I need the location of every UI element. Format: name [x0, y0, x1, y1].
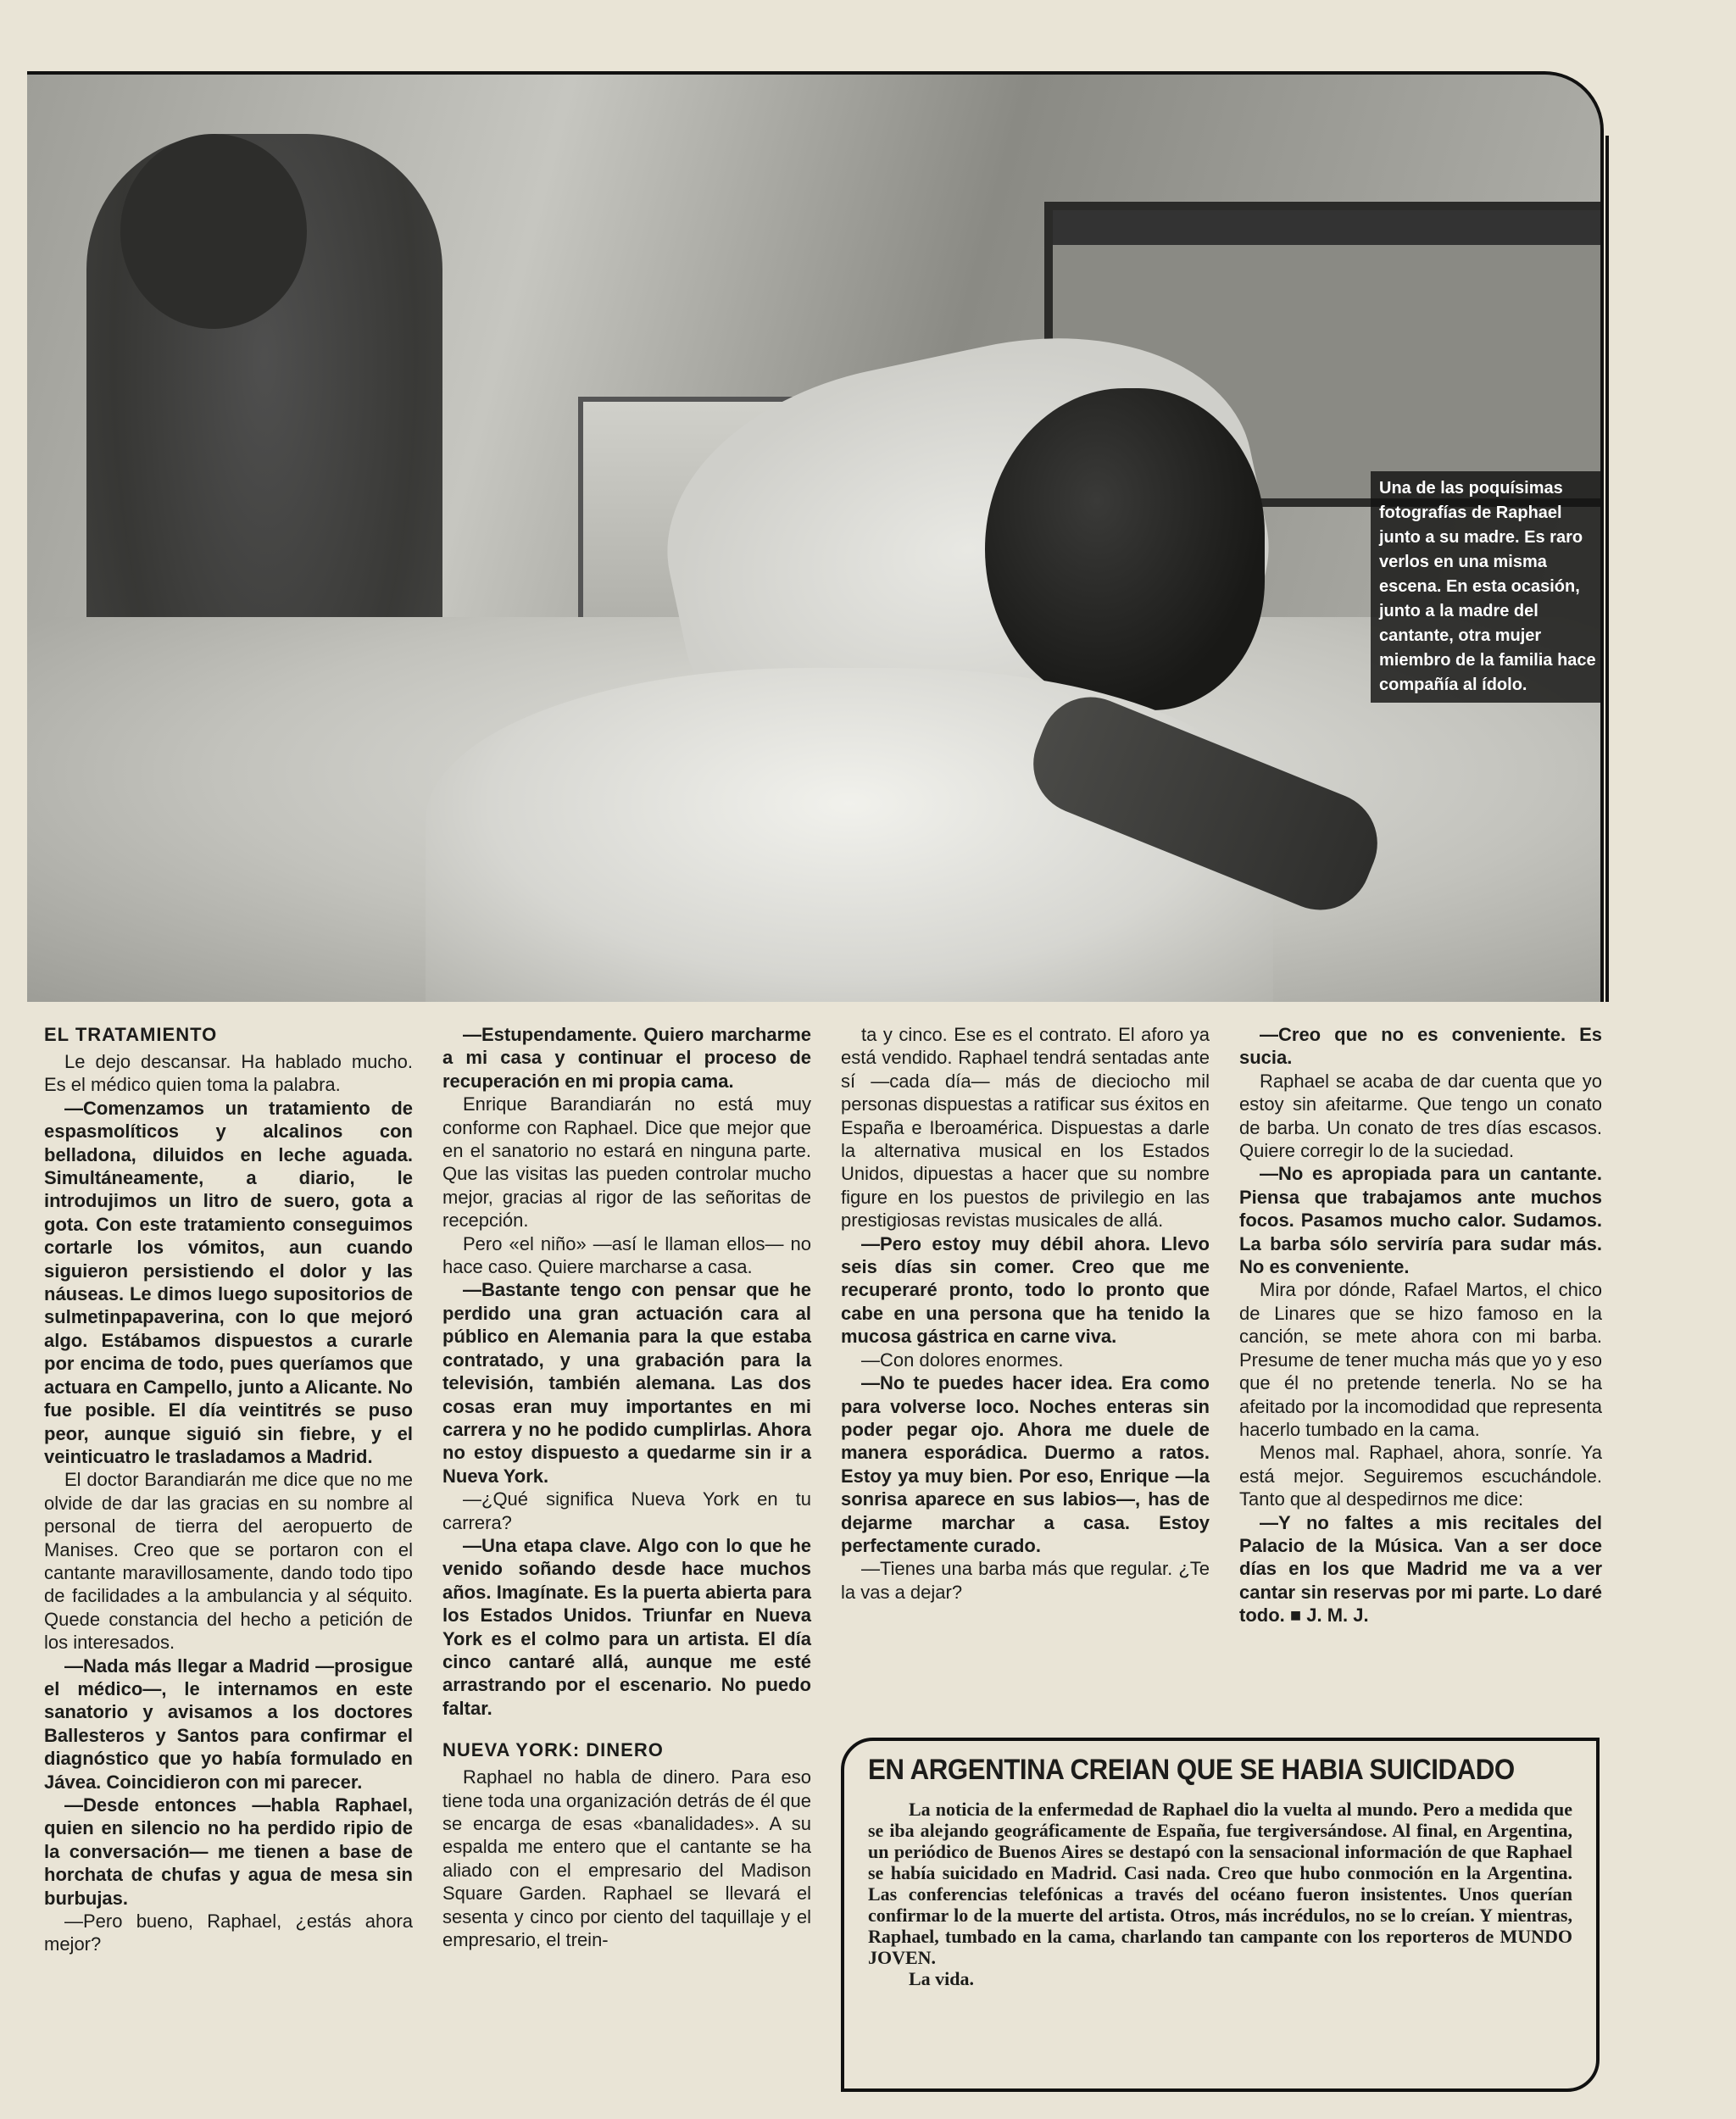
- paragraph: Menos mal. Raphael, ahora, sonríe. Ya está mejor. Seguiremos escuchándole. Tanto que al despedirnos me dice:: [1239, 1442, 1602, 1510]
- paragraph: —Comenzamos un tratamiento de espasmolíticos y alcalinos con belladona, diluidos en leche aguada. Simultáneamente, a diario, le introdujimos un litro de suero, gota a gota. Con este tratamiento conseguimos cortarle los vómitos, aun cuando siguieron persistiendo el dolor y las náuseas. Le dimos luego supositorios de sulmetinpapaverina, con lo que mejoró algo. Estábamos dispuestos a curarle por encima de todo, pues queríamos que actuara en Campello, junto a Alicante. No fue posible. El día veintitrés se puso peor, aunque siguió sin fiebre, y el veinticuatro le trasladamos a Madrid.: [44, 1097, 413, 1467]
- article-column-4: [1239, 1023, 1602, 1627]
- paragraph: —Creo que no es conveniente. Es sucia.: [1239, 1024, 1602, 1069]
- paragraph: —No es apropiada para un cantante. Piensa que trabajamos ante muchos focos. Pasamos mucho calor. Sudamos. La barba sólo serviría para sudar más. No es conveniente.: [1239, 1163, 1602, 1278]
- paragraph: —Pero bueno, Raphael, ¿estás ahora mejor?: [44, 1910, 413, 1955]
- paragraph: El doctor Barandiarán me dice que no me olvide de dar las gracias en su nombre al personal de tierra del aeropuerto de Manises. Creo que se portaron con el cantante maravillosamente, dando todo tipo de facilidades a la ambulancia y al séquito. Quede constancia del hecho a petición de los interesados.: [44, 1469, 413, 1654]
- paragraph: ta y cinco. Ese es el contrato. El aforo ya está vendido. Raphael tendrá sentadas ante sí —cada día— más de dieciocho mil personas dispuestas a ratificar sus éxitos en España e Iberoamérica. Dispuestas a darle la alternativa musical en los Estados Unidos, dipuestas a hacer que su nombre figure en los puestos de privilegio en las prestigiosas revistas musicales de allá.: [841, 1024, 1210, 1232]
- frame-rule: [1605, 136, 1609, 1002]
- article-column-1: [44, 1023, 413, 1956]
- paragraph: Mira por dónde, Rafael Martos, el chico de Linares que se hizo famoso en la canción, se mete ahora con mi barba. Presume de tener mucha más que yo y eso que él no pretende tenerla. No se ha afeitado por la incomodidad que representa hacerlo tumbado en la cama.: [1239, 1279, 1602, 1440]
- paragraph: —Estupendamente. Quiero marcharme a mi casa y continuar el proceso de recuperación en mi propia cama.: [442, 1024, 811, 1092]
- paragraph: Pero «el niño» —así le llaman ellos— no hace caso. Quiere marcharse a casa.: [442, 1232, 811, 1278]
- hospital-photo: [27, 71, 1604, 1002]
- paragraph: —Desde entonces —habla Raphael, quien en silencio no ha perdido ripio de la conversación— me tienen a base de horchata de chufas y agua de mesa sin burbujas.: [44, 1794, 413, 1909]
- paragraph: —Bastante tengo con pensar que he perdido una gran actuación cara al público en Alemania para la que estaba contratado, y una grabación para la televisión, también alemana. Las dos cosas eran muy importantes en mi carrera y no he podido cumplirlas. Ahora no estoy dispuesto a quedarme sin ir a Nueva York.: [442, 1279, 811, 1487]
- article-column-2: [442, 1023, 811, 1951]
- paragraph: Le dejo descansar. Ha hablado mucho. Es el médico quien toma la palabra.: [44, 1051, 413, 1096]
- photo-mother-head: [120, 134, 307, 329]
- paragraph: —No te puedes hacer idea. Era como para volverse loco. Noches enteras sin poder pegar ojo. Ahora me duele de manera esporádica. Duermo a ratos. Estoy ya muy bien. Por eso, Enrique —la sonrisa aparece en sus labios—, has de dejarme marchar a casa. Estoy perfectamente curado.: [841, 1372, 1210, 1556]
- paragraph: —Pero estoy muy débil ahora. Llevo seis días sin comer. Creo que me recuperaré pronto, todo lo pronto que cabe en una persona que ha tenido la mucosa gástrica en carne viva.: [841, 1232, 1210, 1348]
- article-column-3: [841, 1023, 1210, 1604]
- sidebar-closing: La vida.: [909, 1968, 975, 1989]
- sidebar-box: [841, 1738, 1600, 2092]
- paragraph: Raphael no habla de dinero. Para eso tiene toda una organización detrás de él que se encarga de esas «banalidades». A su espalda me entero que el cantante se ha aliado con el empresario del Madison Square Garden. Raphael se llevará el sesenta y cinco por ciento del taquillaje y el empresario, el trein-: [442, 1766, 811, 1951]
- photo-caption: Una de las poquísimas fotografías de Raphael junto a su madre. Es raro verlos en una misma escena. En esta ocasión, junto a la madre del cantante, otra mujer miembro de la familia hace compañía al ídolo.: [1371, 471, 1604, 703]
- sidebar-body: La noticia de la enfermedad de Raphael dio la vuelta al mundo. Pero a medida que se iba alejando geográficamente de España, fue tergiversándose. Al final, en Argentina, un periódico de Buenos Aires se destapó con la sensacional información de que Raphael se había suicidado en Madrid. Casi nada. Creo que hubo conmoción en la Argentina. Las conferencias telefónicas a través del océano fueron insistentes. Unos querían confirmar lo de la muerte del artista. Otros, más incrédulos, no se lo creían. Y mientras, Raphael, tumbado en la cama, charlando tan campante con los reporteros de MUNDO JOVEN.: [868, 1799, 1572, 1968]
- paragraph: —Y no faltes a mis recitales del Palacio de la Música. Van a ser doce días en los que Madrid me va a ver cantar sin reservas por mi parte. Lo daré todo. ■ J. M. J.: [1239, 1511, 1602, 1627]
- paragraph: —Nada más llegar a Madrid —prosigue el médico—, le internamos en este sanatorio y avisamos a los doctores Ballesteros y Santos para confirmar el diagnóstico que yo había formulado en Jávea. Coincidieron con mi parecer.: [44, 1655, 413, 1793]
- paragraph: —Tienes una barba más que regular. ¿Te la vas a dejar?: [841, 1558, 1210, 1603]
- paragraph: Enrique Barandiarán no está muy conforme con Raphael. Dice que mejor que en el sanatorio no estará en ninguna parte. Que las visitas las pueden controlar mucho mejor, gracias al rigor de las señoritas de recepción.: [442, 1093, 811, 1232]
- paragraph: —Con dolores enormes.: [861, 1349, 1064, 1371]
- paragraph: —Una etapa clave. Algo con lo que he venido soñando desde hace muchos años. Imagínate. Es la puerta abierta para los Estados Unidos. Triunfar en Nueva York es el colmo para un artista. El día cinco cantaré allá, aunque me esté arrastrando por el escenario. No puedo faltar.: [442, 1534, 811, 1719]
- sidebar-title: EN ARGENTINA CREIAN QUE SE HABIA SUICIDADO: [868, 1754, 1515, 1786]
- paragraph: —¿Qué significa Nueva York en tu carrera?: [442, 1488, 811, 1533]
- section-heading-tratamiento: EL TRATAMIENTO: [44, 1024, 218, 1045]
- paragraph: Raphael se acaba de dar cuenta que yo estoy sin afeitarme. Que tengo un conato de barba. Un conato de tres días escasos. Quiere corregir lo de la suciedad.: [1239, 1070, 1602, 1162]
- photo-raphael-head: [985, 388, 1265, 710]
- section-heading-nueva-york: NUEVA YORK: DINERO: [442, 1739, 664, 1761]
